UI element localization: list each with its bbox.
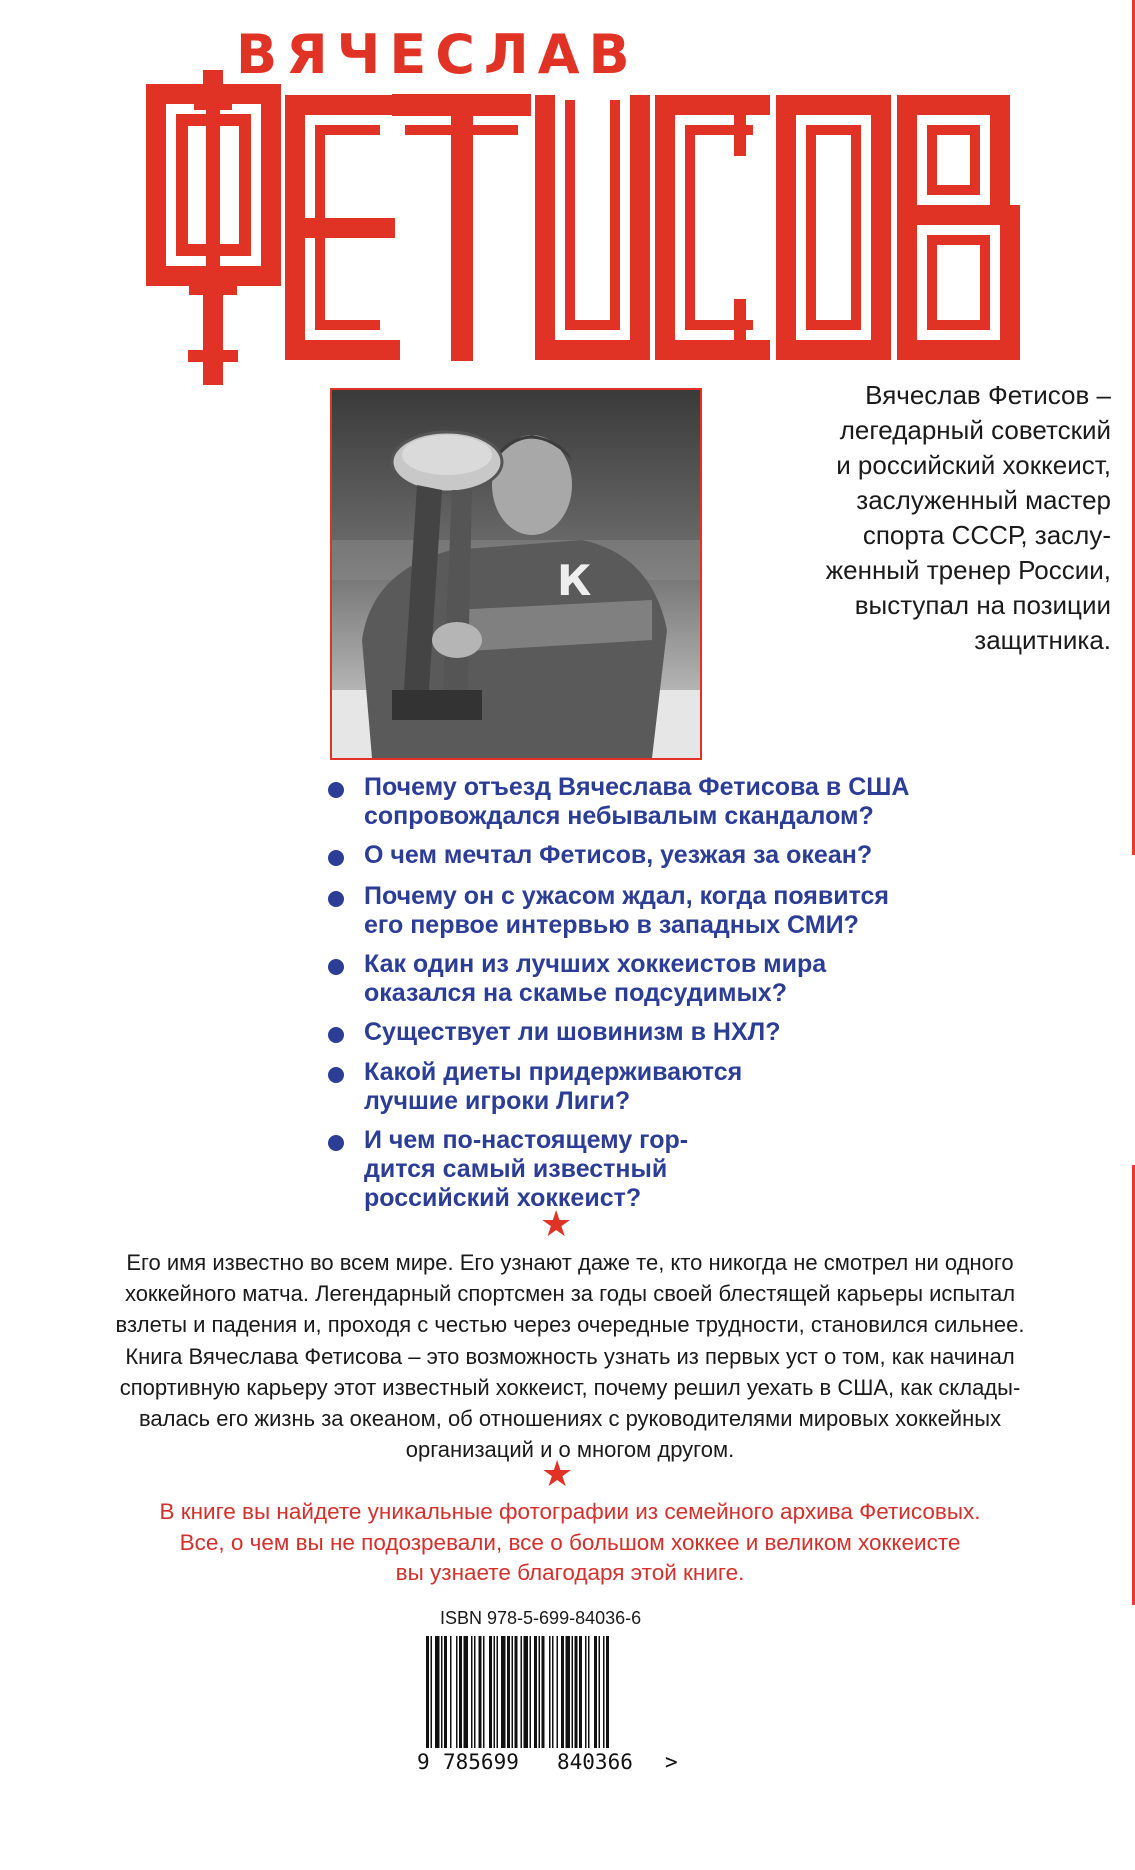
description-line: хоккейного матча. Легендарный спортсмен за годы своей блестящей карьеры испытал <box>124 1281 1016 1307</box>
intro-text <box>716 378 1111 658</box>
description-line: валась его жизнь за океаном, об отношениях с руководителями мировых хоккейных <box>138 1406 1002 1432</box>
barcode-bar <box>431 1636 433 1748</box>
barcode-bar <box>572 1636 574 1748</box>
question-item <box>326 1018 780 1047</box>
question-line: Почему он с ужасом ждал, когда появится <box>364 882 889 910</box>
question-line: оказался на скамье подсудимых? <box>364 979 787 1007</box>
question-item <box>326 1058 742 1116</box>
bullet-dot-icon <box>328 850 344 866</box>
barcode-bar <box>444 1636 447 1748</box>
question-item <box>326 841 872 870</box>
promo-line: Все, о чем вы не подозревали, все о большом хоккее и великом хоккеисте <box>179 1529 961 1555</box>
intro-line: заслуженный мастер <box>856 485 1111 515</box>
svg-text:К: К <box>557 556 592 605</box>
title-letter-o <box>786 105 881 350</box>
barcode-bar <box>515 1636 518 1748</box>
barcode-bar <box>512 1636 514 1748</box>
bullet-dot-icon <box>328 1135 344 1151</box>
barcode-bar <box>426 1636 429 1748</box>
author-first-name: ВЯЧЕСЛАВ <box>236 23 639 86</box>
star-icon: ★ <box>541 1453 574 1494</box>
star-icon: ★ <box>540 1203 573 1244</box>
barcode-bar <box>603 1636 605 1748</box>
question-item <box>326 882 889 940</box>
barcode-digit-group: 785699 <box>443 1750 519 1774</box>
intro-line: защитника. <box>974 625 1111 655</box>
title-letter-i <box>545 105 640 350</box>
description-line: организаций и о многом другом. <box>405 1437 735 1463</box>
barcode-bar <box>579 1636 582 1748</box>
question-line: российский хоккеист? <box>364 1184 642 1212</box>
barcode-bar <box>521 1636 523 1748</box>
bullet-dot-icon <box>328 782 344 798</box>
bullet-dot-icon <box>328 891 344 907</box>
question-line: Как один из лучших хоккеистов мира <box>364 950 827 978</box>
question-line: его первое интервью в западных СМИ? <box>364 911 859 939</box>
description-line: Его имя известно во всем мире. Его узнают даже те, кто никогда не смотрел ни одного <box>126 1250 1014 1275</box>
promo-text <box>60 1497 1080 1589</box>
description-line: Книга Вячеслава Фетисова – это возможность узнать из первых уст о том, как начинал <box>125 1343 1015 1369</box>
question-line: Почему отъезд Вячеслава Фетисова в США <box>364 773 910 801</box>
barcode-bar <box>542 1636 545 1748</box>
barcode-bar <box>501 1636 506 1748</box>
barcode-bar <box>479 1636 482 1748</box>
title-letter-ye <box>295 105 390 350</box>
barcode-bar <box>530 1636 532 1748</box>
title-lettering <box>0 0 1135 385</box>
title-letter-es <box>665 105 760 350</box>
question-line: сопровождался небывалым скандалом? <box>364 802 874 830</box>
barcode-bar <box>474 1636 476 1748</box>
question-line: дится самый известный <box>364 1155 668 1183</box>
question-line: Существует ли шовинизм в НХЛ? <box>364 1018 781 1046</box>
intro-line: спорта СССР, заслу- <box>862 520 1111 550</box>
barcode-first-digit: 9 <box>417 1750 430 1774</box>
barcode-bar <box>557 1636 559 1748</box>
barcode-bar <box>464 1636 469 1748</box>
barcode-bar <box>483 1636 485 1748</box>
title-block <box>0 0 1135 385</box>
bullet-dot-icon <box>328 1067 344 1083</box>
barcode-bar <box>534 1636 537 1748</box>
title-letter-ve <box>907 105 1010 350</box>
barcode-end-marker: > <box>665 1750 678 1774</box>
title-letter-te <box>403 105 520 350</box>
barcode-bar <box>566 1636 571 1748</box>
barcode-bar <box>539 1636 541 1748</box>
question-item <box>326 950 826 1008</box>
barcode-bar <box>585 1636 587 1748</box>
promo-line: вы узнаете благодаря этой книге. <box>395 1560 745 1585</box>
intro-line: Вячеслав Фетисов – <box>865 380 1111 410</box>
barcode-bar <box>599 1636 601 1748</box>
intro-line: выступал на позиции <box>854 590 1111 620</box>
bullet-dot-icon <box>328 959 344 975</box>
barcode-bar <box>497 1636 499 1748</box>
question-item <box>326 1126 688 1213</box>
barcode-bar <box>441 1636 443 1748</box>
barcode-bar <box>435 1636 440 1748</box>
barcode-digit-group: 840366 <box>557 1750 633 1774</box>
barcode-bar <box>552 1636 554 1748</box>
barcode-bar <box>575 1636 578 1748</box>
description-line: спортивную карьеру этот известный хоккеист, почему решил уехать в США, как склады- <box>119 1374 1021 1400</box>
promo-line: В книге вы найдете уникальные фотографии из семейного архива Фетисовых. <box>159 1499 981 1524</box>
barcode-bar <box>471 1636 473 1748</box>
barcode-bar <box>524 1636 529 1748</box>
intro-line: женный тренер России, <box>825 555 1111 585</box>
question-line: О чем мечтал Фетисов, уезжая за океан? <box>364 841 873 869</box>
question-line: Какой диеты придерживаются <box>364 1058 743 1086</box>
question-line: лучшие игроки Лиги? <box>364 1087 631 1115</box>
barcode-bar <box>588 1636 590 1748</box>
intro-line: легедарный советский <box>839 415 1111 445</box>
barcode-digits <box>416 1750 681 1870</box>
author-photo <box>330 388 702 760</box>
intro-line: и российский хоккеист, <box>836 450 1111 480</box>
bullet-dot-icon <box>328 1027 344 1043</box>
barcode-bar <box>494 1636 496 1748</box>
hockey-player-with-trophy-photo <box>332 390 700 758</box>
barcode-bar <box>459 1636 462 1748</box>
barcode-bar <box>489 1636 492 1748</box>
barcode-bar <box>594 1636 597 1748</box>
isbn-label: ISBN 978-5-699-84036-6 <box>440 1608 642 1628</box>
description-text <box>40 1247 1100 1465</box>
barcode-bar <box>450 1636 452 1748</box>
title-letter-f <box>156 80 271 375</box>
barcode-bar <box>507 1636 510 1748</box>
description-line: взлеты и падения и, проходя с честью через очередные трудности, становился сильнее. <box>115 1312 1025 1338</box>
barcode-bar <box>606 1636 609 1748</box>
barcode-bar <box>456 1636 458 1748</box>
question-item <box>326 773 909 831</box>
barcode-bar <box>561 1636 564 1748</box>
barcode-bar <box>549 1636 551 1748</box>
question-line: И чем по-настоящему гор- <box>364 1126 689 1154</box>
